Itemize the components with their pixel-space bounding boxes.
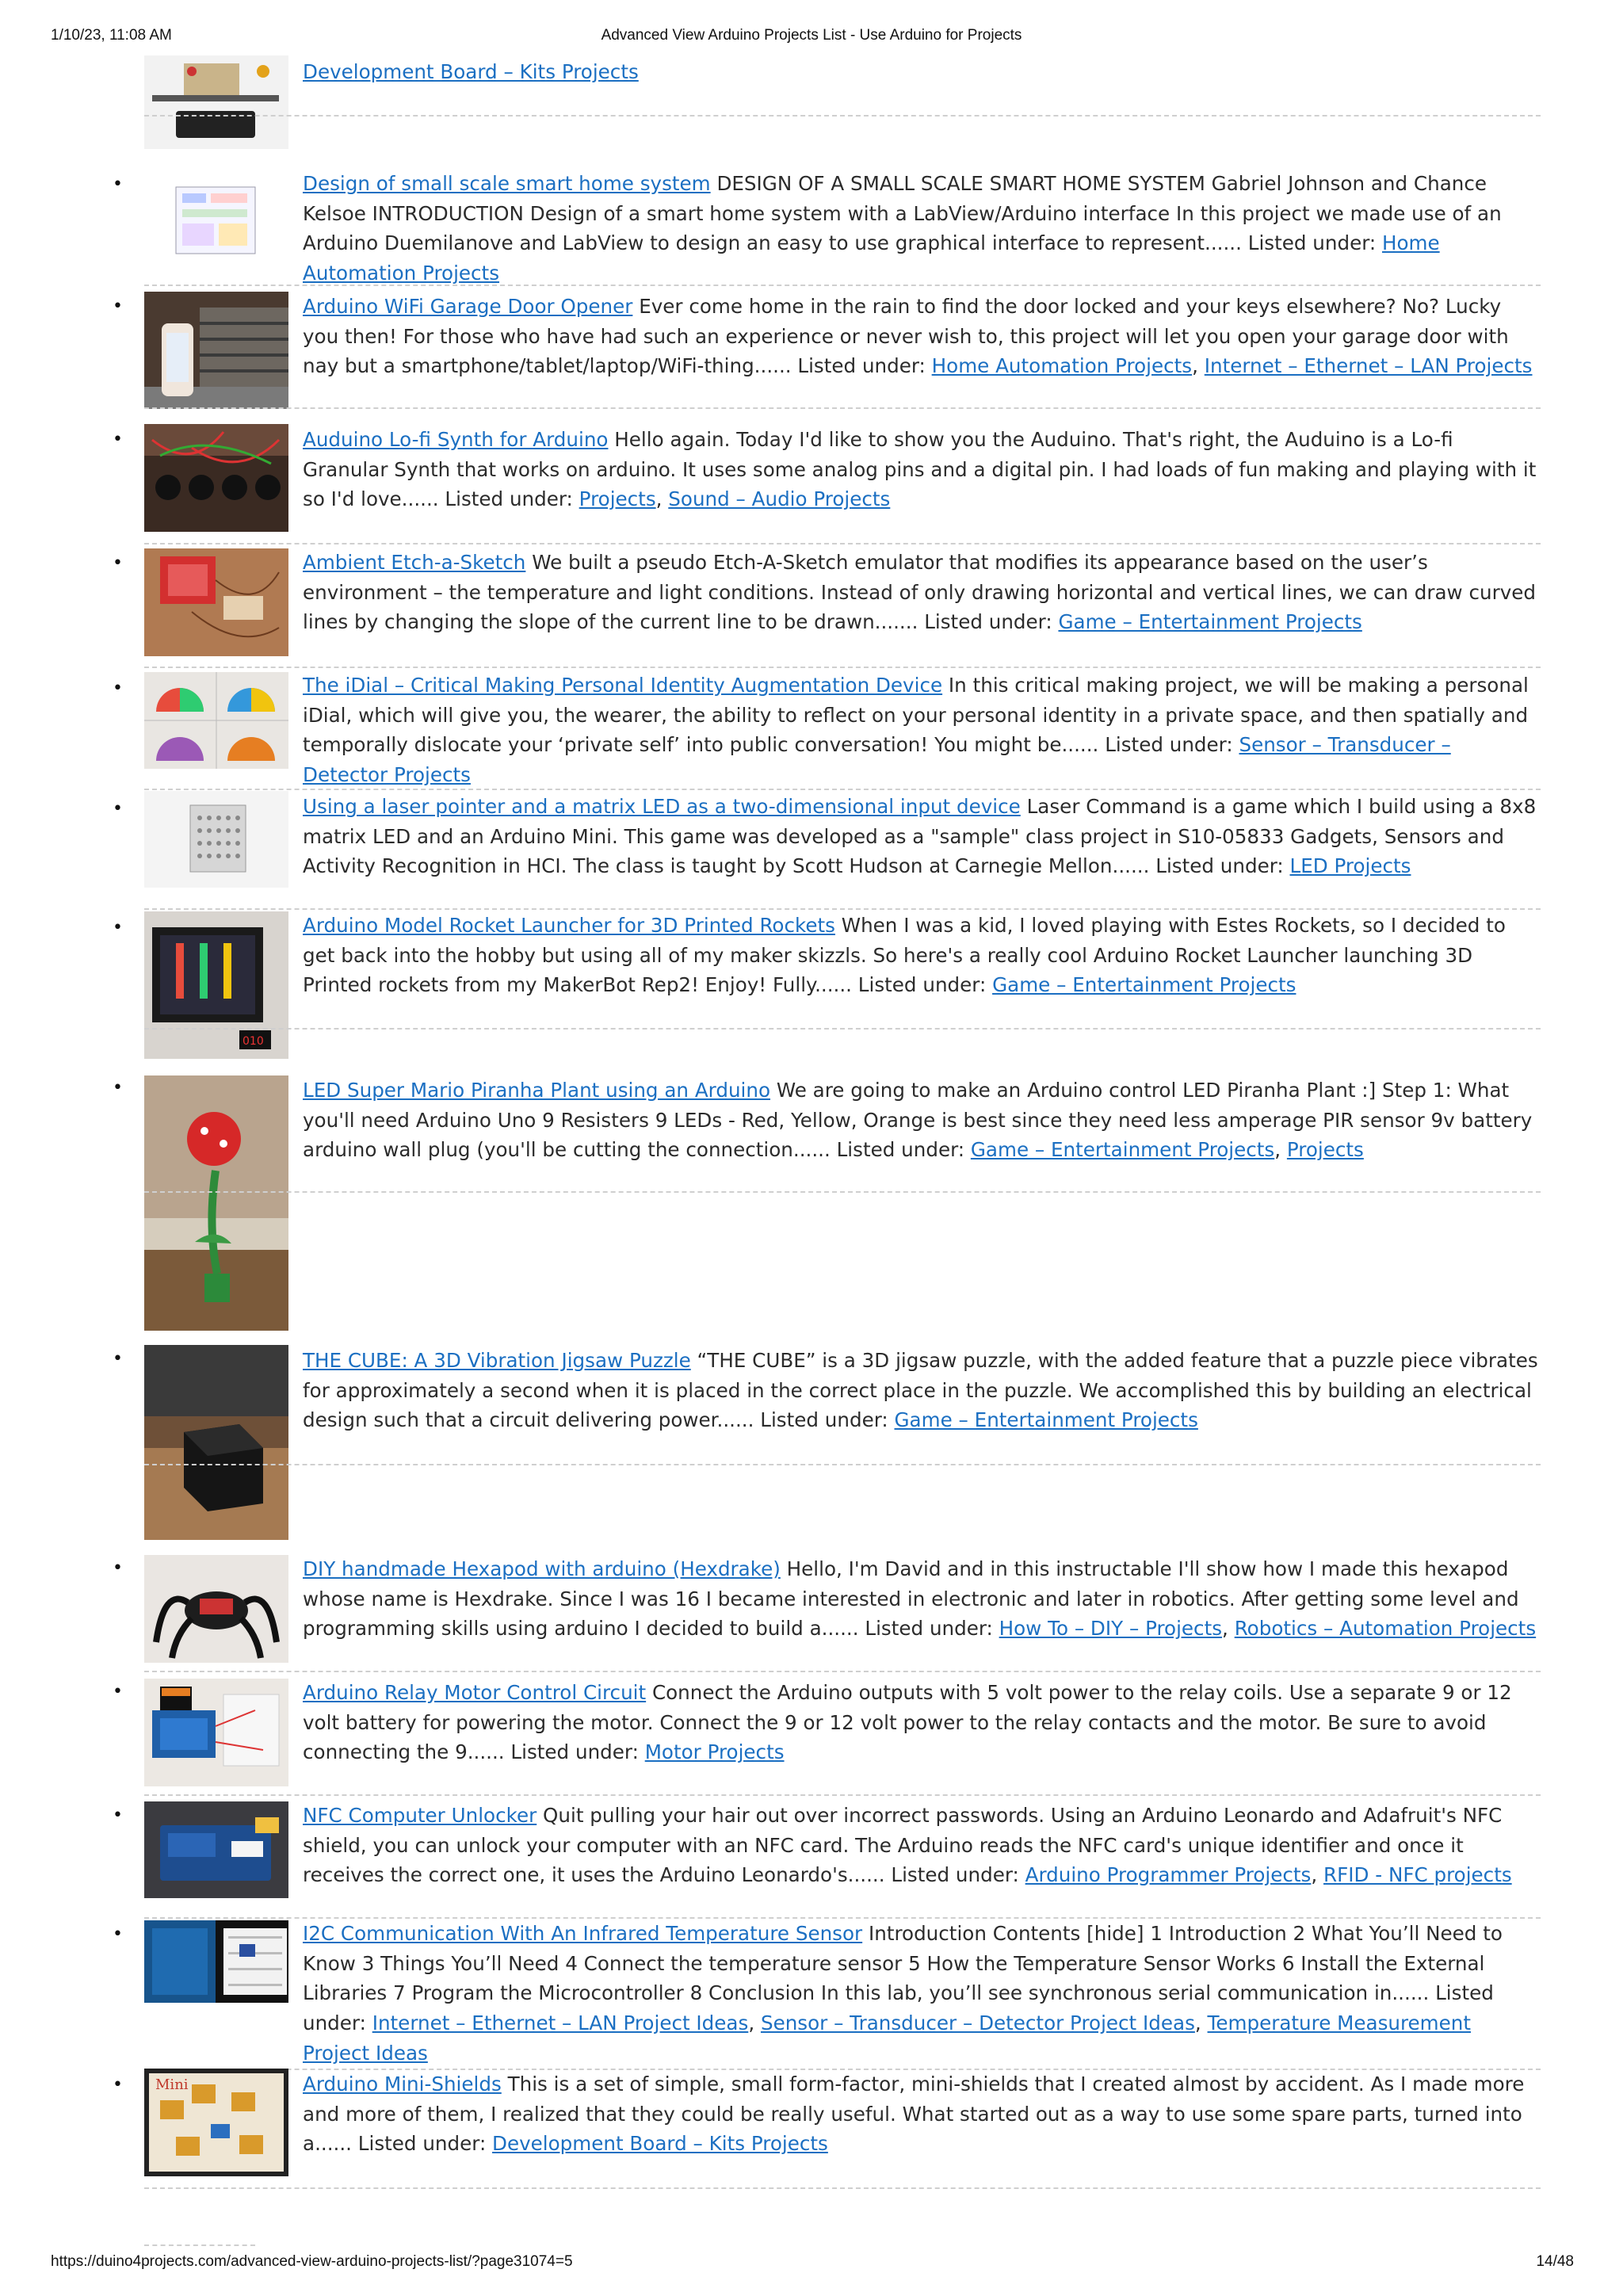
category-link[interactable]: Sensor – Transducer – Detector Projects — [303, 733, 1451, 787]
project-description: Laser Command is a game which I build using a 8x8 matrix LED and an Arduino Mini. This game was developed as a "sample" class project in S10-05833 Gadgets, Sensors and Activity Recognition in HCI. The class is taught by Scott Hudson at Carnegie Mellon...... Listed under: — [303, 795, 1537, 878]
project-description: “THE CUBE” is a 3D jigsaw puzzle, with the added feature that a puzzle piece vibrates for approximately a second when it is placed in the correct place in the puzzle. We accomplished this by building an electrical design such that a circuit delivering power...... Listed under: — [303, 1349, 1538, 1432]
item-text — [303, 792, 1541, 881]
bullet: • — [113, 918, 123, 938]
svg-text:Mini: Mini — [155, 2076, 189, 2093]
print-date: 1/10/23, 11:08 AM — [51, 27, 172, 44]
bullet: • — [113, 1558, 123, 1578]
thumbnail-idial[interactable] — [144, 672, 288, 769]
item-text: Arduino WiFi Garage Door Opener Ever come home in the rain to find the door locked and your keys elsewhere? No? Lucky you then! For those who have had such an experience or never wish to, this project will let you open your garage door with nay but a smartphone/tablet/laptop/WiFi-thing...... Listed under: Home Automation Projects, Internet – Ethernet – LAN Projects — [303, 295, 1533, 378]
bullet: • — [113, 678, 123, 698]
thumbnail-kit-board[interactable] — [144, 55, 288, 149]
print-url: https://duino4projects.com/advanced-view-arduino-projects-list/?page31074=5 — [51, 2253, 573, 2270]
item-text — [303, 548, 1541, 637]
project-description: Introduction Contents [hide] 1 Introduction 2 What You’ll Need to Know 3 Things You’ll Need 4 Connect the temperature sensor 5 How the Temperature Sensor Works 6 Install the External Libraries 7 Program the Microcontroller 8 Conclusion In this lab, you’ll see synchronous serial communication in...... Listed under: — [303, 1922, 1503, 2035]
category-link[interactable]: Sensor – Transducer – Detector Project Ideas — [760, 2011, 1195, 2035]
project-title-link[interactable]: Design of small scale smart home system — [303, 172, 711, 195]
project-title-link[interactable]: Arduino Mini-Shields — [303, 2073, 502, 2095]
item-divider — [144, 1191, 1541, 1193]
project-title-link[interactable]: Auduino Lo-fi Synth for Arduino — [303, 428, 609, 451]
item-divider — [144, 1794, 1541, 1796]
bullet: • — [113, 1349, 123, 1369]
category-link[interactable]: Internet – Ethernet – LAN Project Ideas — [372, 2011, 749, 2035]
item-text — [303, 1678, 1541, 1767]
bullet: • — [113, 1924, 123, 1944]
project-description: Quit pulling your hair out over incorrect passwords. Using an Arduino Leonardo and Adafruit's NFC shield, you can unlock your computer with an NFC card. The Arduino reads the NFC card's unique identifier and once it receives the correct one, it uses the Arduino Leonardo's...... Listed under: — [303, 1804, 1503, 1887]
project-title-link[interactable]: NFC Computer Unlocker — [303, 1804, 537, 1827]
project-description: Hello, I'm David and in this instructable I'll show how I made this hexapod whose name is Hexdrake. Since I was 16 I became interested in electronic and later in robotics. After getting some level and programming skills using arduino I decided to build a...... Listed under: — [303, 1557, 1519, 1641]
bullet: • — [113, 799, 123, 819]
project-description: We are going to make an Arduino control LED Piranha Plant :] Step 1: What you'll need Arduino Uno 9 Resisters 9 LEDs - Red, Yellow, Orange is best since they need less amperage PIR sensor 9v battery arduino wall plug (you'll be cutting the connection...... Listed under: — [303, 1079, 1533, 1162]
category-link[interactable]: Game – Entertainment Projects — [1058, 610, 1362, 634]
item-text — [303, 911, 1541, 1000]
project-description: Connect the Arduino outputs with 5 volt power to the relay coils. Use a separate 9 or 12 volt battery for powering the motor. Connect the 9 or 12 volt power to the relay contacts and the motor. Be sure to avoid connecting the 9...... Listed under: — [303, 1681, 1512, 1764]
item-text — [303, 1346, 1541, 1435]
category-link[interactable]: Home Automation Projects — [303, 231, 1440, 285]
print-page-title: Advanced View Arduino Projects List - Use Arduino for Projects — [601, 27, 1022, 44]
project-description: When I was a kid, I loved playing with Estes Rockets, so I decided to get back into the hobby but using all of my maker skizzls. So here's a really cool Arduino Rocket Launcher launching 3D Printed rockets from my MakerBot Rep2! Enjoy! Fully...... Listed under: — [303, 914, 1506, 997]
project-description: Hello again. Today I'd like to show you the Auduino. That's right, the Auduino is a Lo-fi Granular Synth that works on arduino. It uses some analog pins and a digital pin. I had loads of fun making and playing with it so I'd love...... Listed under: — [303, 428, 1537, 511]
project-title-link[interactable]: The iDial – Critical Making Personal Identity Augmentation Device — [303, 674, 943, 697]
category-link[interactable]: RFID - NFC projects — [1323, 1863, 1512, 1887]
thumbnail-hexapod[interactable] — [144, 1555, 288, 1663]
project-title-link[interactable]: THE CUBE: A 3D Vibration Jigsaw Puzzle — [303, 1349, 691, 1372]
item-divider — [144, 667, 1541, 668]
category-link[interactable]: Development Board – Kits Projects — [303, 60, 639, 83]
thumbnail-rocket-launcher[interactable] — [144, 911, 288, 1059]
project-description: In this critical making project, we will be making a personal iDial, which will give you, the wearer, the ability to reflect on your personal identity in a private space, and then spatially and temporally dislocate your ‘private self’ into public conversation! You might be...... Listed under: — [303, 674, 1529, 757]
print-page-number: 14/48 — [1536, 2253, 1574, 2270]
svg-text:010: 010 — [242, 1035, 264, 1048]
thumbnail-nfc-shield[interactable] — [144, 1801, 288, 1898]
item-text — [303, 2069, 1541, 2159]
item-text: LED Super Mario Piranha Plant using an Arduino We are going to make an Arduino control LED Piranha Plant :] Step 1: What you'll need Arduino Uno 9 Resisters 9 LEDs - Red, Yellow, Orange is best since they need less amperage PIR sensor 9v battery arduino wall plug (you'll be cutting the connection...... Listed under: Game – Entertainment Projects, Projects — [303, 1079, 1533, 1162]
bullet: • — [113, 1682, 123, 1702]
item-text: NFC Computer Unlocker Quit pulling your hair out over incorrect passwords. Using an Arduino Leonardo and Adafruit's NFC shield, you can unlock your computer with an NFC card. The Arduino reads the NFC card's unique identifier and once it receives the correct one, it uses the Arduino Leonardo's...... Listed under: Arduino Programmer Projects, RFID - NFC projects — [303, 1804, 1512, 1887]
item-divider — [144, 1028, 1541, 1030]
project-title-link[interactable]: Ambient Etch-a-Sketch — [303, 551, 526, 574]
project-description: We built a pseudo Etch-A-Sketch emulator that modifies its appearance based on the user’s environment – the temperature and light conditions. Instead of only drawing horizontal and vertical lines, we can draw curved lines by changing the slope of the current line to be drawn....... Listed under: — [303, 551, 1536, 634]
bullet: • — [113, 2075, 123, 2095]
item-divider — [144, 115, 1541, 117]
item-divider — [144, 2187, 1541, 2189]
category-link[interactable]: Game – Entertainment Projects — [992, 973, 1296, 997]
project-title-link[interactable]: LED Super Mario Piranha Plant using an Arduino — [303, 1079, 771, 1102]
bullet: • — [113, 174, 123, 194]
category-link[interactable]: Game – Entertainment Projects — [894, 1408, 1198, 1432]
project-title-link[interactable]: Arduino Relay Motor Control Circuit — [303, 1681, 647, 1704]
item-text — [303, 169, 1541, 288]
category-link[interactable]: How To – DIY – Projects — [999, 1617, 1223, 1641]
project-description: Ever come home in the rain to find the door locked and your keys elsewhere? No? Lucky you then! For those who have had such an experience or never wish to, this project will let you open your garage door with nay but a smartphone/tablet/laptop/WiFi-thing...... Listed under: — [303, 295, 1509, 378]
category-link[interactable]: Arduino Programmer Projects — [1025, 1863, 1312, 1887]
item-text: I2C Communication With An Infrared Temperature Sensor Introduction Contents [hide] 1 Introduction 2 What You’ll Need to Know 3 Things You’ll Need 4 Connect the temperature sensor 5 How the Temperature Sensor Works 6 Install the External Libraries 7 Program the Microcontroller 8 Conclusion In this lab, you’ll see synchronous serial communication in...... Listed under: Internet – Ethernet – LAN Project Ideas, Sensor – Transducer – Detector Project Ideas, Temperature Measurement Project Ideas — [303, 1922, 1503, 2065]
category-link[interactable]: Temperature Measurement Project Ideas — [303, 2011, 1471, 2065]
project-description: DESIGN OF A SMALL SCALE SMART HOME SYSTEM Gabriel Johnson and Chance Kelsoe INTRODUCTION Design of a smart home system with a LabView/Arduino interface In this project we made use of an Arduino Duemilanove and LabView to design an easy to use graphical interface to represent...... Listed under: — [303, 172, 1502, 255]
bullet: • — [113, 1078, 123, 1098]
category-link[interactable]: Projects — [579, 487, 656, 511]
category-link[interactable]: Game – Entertainment Projects — [970, 1138, 1275, 1162]
bullet: • — [113, 553, 123, 573]
thumbnail-mini-shields[interactable] — [144, 2069, 288, 2176]
thumbnail-i2c-sensor[interactable] — [144, 1920, 288, 2003]
bullet: • — [113, 296, 123, 316]
item-divider — [144, 407, 1541, 409]
category-link[interactable]: Sound – Audio Projects — [668, 487, 891, 511]
category-link[interactable]: LED Projects — [1289, 854, 1411, 878]
thumbnail-relay-circuit[interactable] — [144, 1679, 288, 1786]
category-link[interactable]: Internet – Ethernet – LAN Projects — [1204, 354, 1533, 378]
thumbnail-garage-door[interactable] — [144, 292, 288, 409]
category-link[interactable]: Development Board – Kits Projects — [492, 2132, 828, 2156]
item-divider — [144, 2244, 255, 2246]
project-description: This is a set of simple, small form-factor, mini-shields that I created almost by accident. As I made more and more of them, I realized that they could be really useful. What started out as a way to use some spare parts, turned into a...... Listed under: — [303, 2073, 1525, 2156]
thumbnail-smart-home-diagram[interactable] — [144, 181, 288, 260]
category-link[interactable]: Home Automation Projects — [931, 354, 1193, 378]
bullet: • — [113, 430, 123, 449]
category-link[interactable]: Projects — [1286, 1138, 1364, 1162]
item-divider — [144, 908, 1541, 910]
item-divider — [144, 1671, 1541, 1672]
project-title-link[interactable]: I2C Communication With An Infrared Temperature Sensor — [303, 1922, 863, 1945]
project-title-link[interactable]: Using a laser pointer and a matrix LED as a two-dimensional input device — [303, 795, 1021, 818]
item-text: DIY handmade Hexapod with arduino (Hexdrake) Hello, I'm David and in this instructable I'll show how I made this hexapod whose name is Hexdrake. Since I was 16 I became interested in electronic and later in robotics. After getting some level and programming skills using arduino I decided to build a...... Listed under: How To – DIY – Projects, Robotics – Automation Projects — [303, 1557, 1537, 1641]
thumbnail-cube-puzzle[interactable] — [144, 1345, 288, 1540]
thumbnail-etch-a-sketch[interactable] — [144, 548, 288, 656]
item-divider — [144, 789, 1541, 790]
item-divider — [144, 1464, 1541, 1465]
bullet: • — [113, 1805, 123, 1825]
category-link[interactable]: Motor Projects — [644, 1740, 785, 1764]
project-title-link[interactable]: Arduino WiFi Garage Door Opener — [303, 295, 633, 318]
thumbnail-piranha-plant[interactable] — [144, 1075, 288, 1331]
thumbnail-synth[interactable] — [144, 424, 288, 532]
item-divider — [144, 543, 1541, 544]
item-divider — [144, 285, 1541, 286]
item-text — [303, 670, 1541, 790]
thumbnail-led-matrix[interactable] — [144, 791, 288, 888]
project-title-link[interactable]: Arduino Model Rocket Launcher for 3D Printed Rockets — [303, 914, 835, 937]
category-link[interactable]: Robotics – Automation Projects — [1234, 1617, 1537, 1641]
item-text: Auduino Lo-fi Synth for Arduino Hello again. Today I'd like to show you the Auduino. That's right, the Auduino is a Lo-fi Granular Synth that works on arduino. It uses some analog pins and a digital pin. I had loads of fun making and playing with it so I'd love...... Listed under: Projects, Sound – Audio Projects — [303, 428, 1537, 511]
project-title-link[interactable]: DIY handmade Hexapod with arduino (Hexdrake) — [303, 1557, 781, 1580]
